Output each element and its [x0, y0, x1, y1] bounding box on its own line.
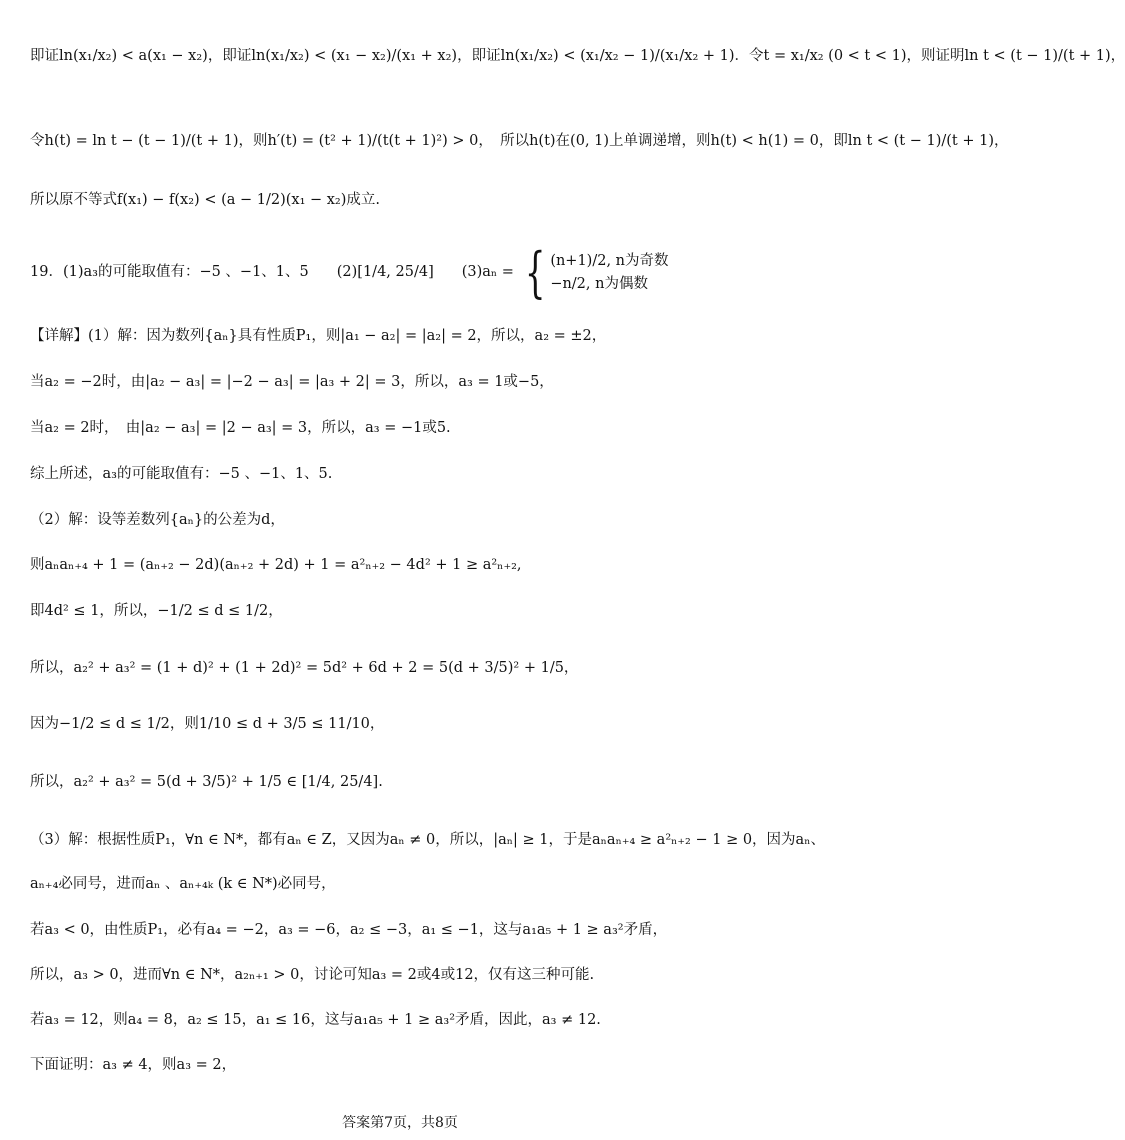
detail-line-1-text: 【详解】(1）解：因为数列{aₙ}具有性质P₁，则|a₁ − a₂| = |a₂| = 2，所以，a₂ = ±2， — [30, 328, 607, 344]
piecewise-cases — [518, 241, 669, 304]
proof-line-3-text: 所以原不等式f(x₁) − f(x₂) < (a − 1/2)(x₁ − x₂)成立. — [30, 192, 381, 208]
part2-line-5-text: 因为−1/2 ≤ d ≤ 1/2，则1/10 ≤ d + 3/5 ≤ 11/10， — [30, 716, 385, 732]
page-footer: 答案第7页，共8页 — [342, 1115, 458, 1131]
part3-line-4-text: 所以，a₃ > 0，进而∀n ∈ N*，a₂ₙ₊₁ > 0，讨论可知a₃ = 2或4或12，仅有这三种可能. — [30, 967, 595, 983]
detail-line-3-text: 当a₂ = 2时， 由|a₂ − a₃| = |2 − a₃| = 3，所以，a₃ = −1或5. — [30, 420, 451, 436]
part3-line-3-text: 若a₃ < 0，由性质P₁，必有a₄ = −2，a₃ = −6，a₂ ≤ −3，a₁ ≤ −1，这与a₁a₅ + 1 ≥ a₃²矛盾， — [30, 922, 668, 938]
part2-line-3 — [30, 603, 780, 620]
part3-line-5 — [30, 1012, 780, 1029]
proof-line-3 — [30, 192, 780, 209]
part3-line-1-text: （3）解：根据性质P₁，∀n ∈ N*，都有aₙ ∈ Z，又因为aₙ ≠ 0，所以，|aₙ| ≥ 1，于是aₙaₙ₊₄ ≥ a²ₙ₊₂ − 1 ≥ 0，因为aₙ、 — [30, 832, 825, 848]
proof-line-2 — [30, 133, 1009, 150]
proof-line-1-text: 即证ln(x₁/x₂) < a(x₁ − x₂)，即证ln(x₁/x₂) < (x₁ − x₂)/(x₁ + x₂)，即证ln(x₁/x₂) < (x₁/x₂ − 1)/(x₁/x₂ + 1)．令t = x₁/x₂ (0 < t < 1)，则证明ln t < (t − 1)/(t + 1)， — [30, 48, 1125, 64]
part3-line-5-text: 若a₃ = 12，则a₄ = 8，a₂ ≤ 15，a₁ ≤ 16，这与a₁a₅ + 1 ≥ a₃²矛盾，因此，a₃ ≠ 12. — [30, 1012, 601, 1028]
proof-line-2-text: 令h(t) = ln t − (t − 1)/(t + 1)，则h′(t) = (t² + 1)/(t(t + 1)²) > 0， 所以h(t)在(0, 1)上单调递增，则h(t) < h(1) = 0，即ln t < (t − 1)/(t + 1)， — [30, 133, 1009, 149]
part2-line-5 — [30, 716, 780, 733]
part3-line-6 — [30, 1057, 780, 1074]
part2-line-2-text: 则aₙaₙ₊₄ + 1 = (aₙ₊₂ − 2d)(aₙ₊₂ + 2d) + 1 = a²ₙ₊₂ − 4d² + 1 ≥ a²ₙ₊₂, — [30, 557, 522, 573]
case-even: −n/2, n为偶数 — [550, 276, 648, 292]
proof-line-1 — [30, 48, 1125, 65]
part2-line-4-text: 所以，a₂² + a₃² = (1 + d)² + (1 + 2d)² = 5d² + 6d + 2 = 5(d + 3/5)² + 1/5， — [30, 660, 579, 676]
answer-line-19 — [30, 241, 780, 304]
part2-line-1-text: （2）解：设等差数列{aₙ}的公差为d， — [30, 512, 285, 528]
detail-line-4 — [30, 466, 780, 483]
part2-line-1 — [30, 512, 780, 529]
part3-line-2 — [30, 876, 780, 893]
case-odd: (n+1)/2, n为奇数 — [550, 252, 669, 269]
part2-line-2 — [30, 557, 780, 574]
answer-19-part2: (2)[1/4, 25/4] — [336, 264, 434, 281]
detail-line-2 — [30, 374, 780, 391]
answer-19-part3-label: (3)aₙ = — [461, 264, 514, 281]
part3-line-4 — [30, 967, 780, 984]
part2-line-4 — [30, 660, 780, 677]
part3-line-2-text: aₙ₊₄必同号，进而aₙ 、aₙ₊₄ₖ (k ∈ N*)必同号， — [30, 876, 336, 892]
part2-line-6 — [30, 774, 780, 791]
detail-line-3 — [30, 420, 780, 437]
answer-19-part1: 19．(1)a₃的可能取值有：−5 、−1、1、5 — [30, 264, 309, 281]
left-brace: { — [524, 241, 546, 304]
part2-line-3-text: 即4d² ≤ 1，所以，−1/2 ≤ d ≤ 1/2， — [30, 603, 283, 619]
detail-line-4-text: 综上所述，a₃的可能取值有：−5 、−1、1、5. — [30, 466, 333, 482]
part2-line-6-text: 所以，a₂² + a₃² = 5(d + 3/5)² + 1/5 ∈ [1/4, 25/4]. — [30, 774, 383, 790]
detail-line-2-text: 当a₂ = −2时，由|a₂ − a₃| = |−2 − a₃| = |a₃ + 2| = 3，所以，a₃ = 1或−5， — [30, 374, 554, 390]
part3-line-1 — [30, 832, 825, 849]
detail-line-1 — [30, 328, 780, 345]
part3-line-6-text: 下面证明：a₃ ≠ 4，则a₃ = 2， — [30, 1057, 237, 1073]
part3-line-3 — [30, 922, 780, 939]
